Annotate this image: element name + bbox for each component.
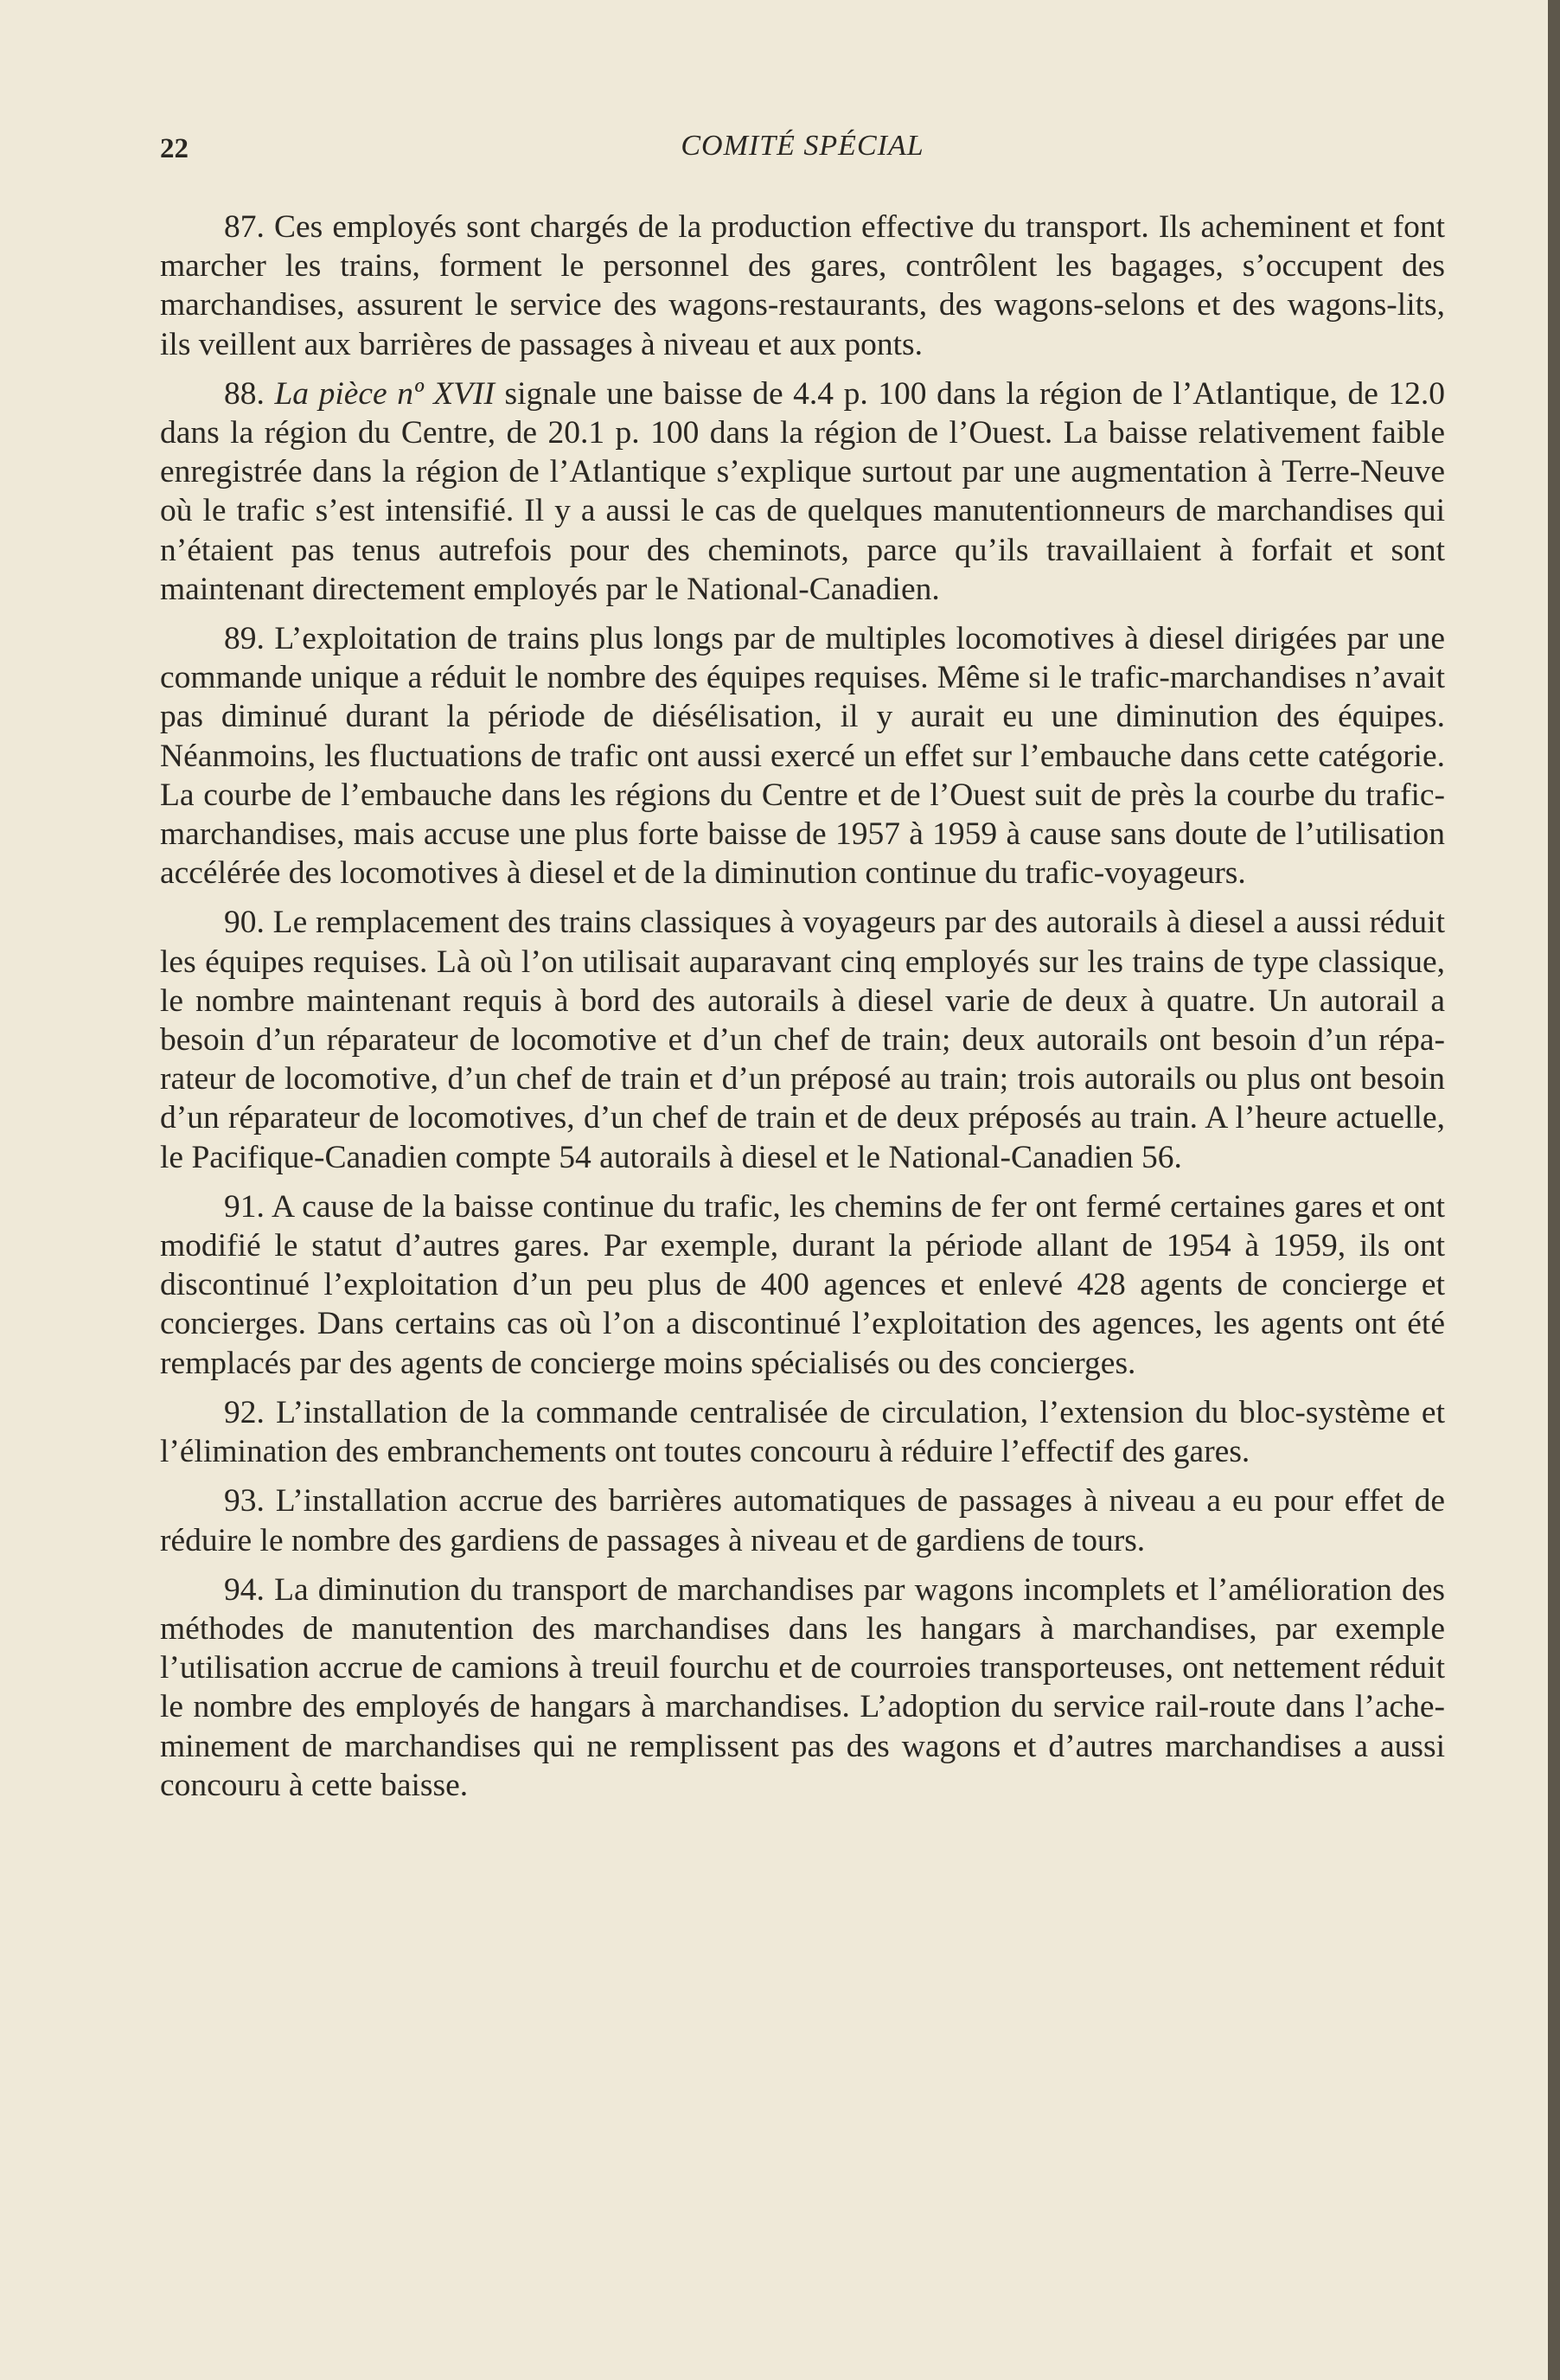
paragraph-text: La diminution du transport de marchandises par wagons incomplets et l’amélioration des méthodes de manutention des marchandises dans les hangars à marchandises, par exemple l’utilisation accrue de camions à treuil fourchu et de courroies transporteuses, ont nettement réduit le nombre des employés de hangars à marchandises. L’adoption du service rail-route dans l’acheminement de marchandises qui ne remplissent pas des wagons et d’autres marchandises a aussi concouru à cette baisse. [160,1571,1445,1803]
paragraph-number: 94. [224,1571,265,1608]
paragraph-88 [160,374,1445,609]
paragraph-89 [160,619,1445,892]
paragraph-87 [160,208,1445,364]
body-text [160,208,1445,1805]
exhibit-reference: La pièce nº XVII [274,375,495,412]
paragraph-text: L’installation de la commande centralisée de circulation, l’extension du bloc-système et l’élimination des embranchements ont toutes concouru à réduire l’effectif des gares. [160,1394,1445,1470]
paragraph-text: Le remplacement des trains classiques à voyageurs par des autorails à diesel a aussi réduit les équipes requises. Là où l’on utilisait auparavant cinq employés sur les trains de type classique, le nombre maintenant requis à bord des autorails à diesel varie de deux à quatre. Un autorail a besoin d’un réparateur de locomotive et d’un chef de train; deux autorails ont besoin d’un réparateur de locomotive, d’un chef de train et d’un préposé au train; trois autorails ou plus ont besoin d’un réparateur de locomotives, d’un chef de train et de deux préposés au train. A l’heure actuelle, le Pacifique-Canadien compte 54 autorails à diesel et le National-Canadien 56. [160,905,1445,1175]
paragraph-number: 91. [224,1188,265,1225]
paragraph-92 [160,1393,1445,1471]
paragraph-number: 88. [224,375,265,412]
page-header [160,130,1445,178]
paragraph-91 [160,1187,1445,1383]
paragraph-number: 92. [224,1394,265,1430]
paragraph-number: 89. [224,621,265,657]
paragraph-text: L’installation accrue des barrières automatiques de passages à niveau a eu pour effet de réduire le nombre des gardiens de passages à niveau et de gardiens de tours. [160,1483,1445,1558]
paragraph-90 [160,903,1445,1176]
paragraph-text: L’exploitation de trains plus longs par de multiples locomotives à diesel dirigées par une commande unique a réduit le nombre des équipes requises. Même si le trafic-marchandises n’avait pas diminué durant la période de diésélisation, il y aurait eu une diminution des équipes. Néanmoins, les fluctuations de trafic ont aussi exercé un effet sur l’embauche dans cette catégorie. La courbe de l’embauche dans les régions du Centre et de l’Ouest suit de près la courbe du trafic-marchandises, mais accuse une plus forte baisse de 1957 à 1959 à cause sans doute de l’utilisation accélérée des locomotives à diesel et de la diminution continue du trafic-voyageurs. [160,621,1446,892]
paragraph-text: A cause de la baisse continue du trafic, les chemins de fer ont fermé certaines gares et ont modifié le statut d’autres gares. Par exemple, durant la période allant de 1954 à 1959, ils ont discontinué l’exploitation d’un peu plus de 400 agences et enlevé 428 agents de concierge et concierges. Dans certains cas où l’on a discontinué l’exploitation des agences, les agents ont été remplacés par des agents de concierge moins spécialisés ou des concierges. [160,1188,1445,1381]
paragraph-94 [160,1571,1445,1805]
paragraph-number: 93. [224,1483,265,1519]
page-number: 22 [160,133,189,164]
paragraph-text: signale une baisse de 4.4 p. 100 dans la région de l’Atlantique, de 12.0 dans la région du Centre, de 20.1 p. 100 dans la région de l’Ouest. La baisse relativement faible enregistrée dans la région de l’Atlantique s’explique surtout par une augmentation à Terre-Neuve où le trafic s’est intensifié. Il y a aussi le cas de quelques manutentionneurs de marchandises qui n’étaient pas tenus autrefois pour des cheminots, parce qu’ils travaillaient à forfait et sont maintenant directement employés par le National-Canadien. [160,375,1446,607]
running-title: COMITÉ SPÉCIAL [681,130,924,162]
paragraph-93 [160,1481,1445,1559]
paragraph-number: 90. [224,905,265,941]
page-edge [1548,0,1560,2380]
paragraph-number: 87. [224,209,265,245]
paragraph-text: Ces employés sont chargés de la production effective du transport. Ils acheminent et font marcher les trains, forment le personnel des gares, contrôlent les bagages, s’occupent des marchandises, assurent le service des wagons-restaurants, des wagons-selons et des wagons-lits, ils veillent aux barrières de passages à niveau et aux ponts. [160,209,1446,362]
